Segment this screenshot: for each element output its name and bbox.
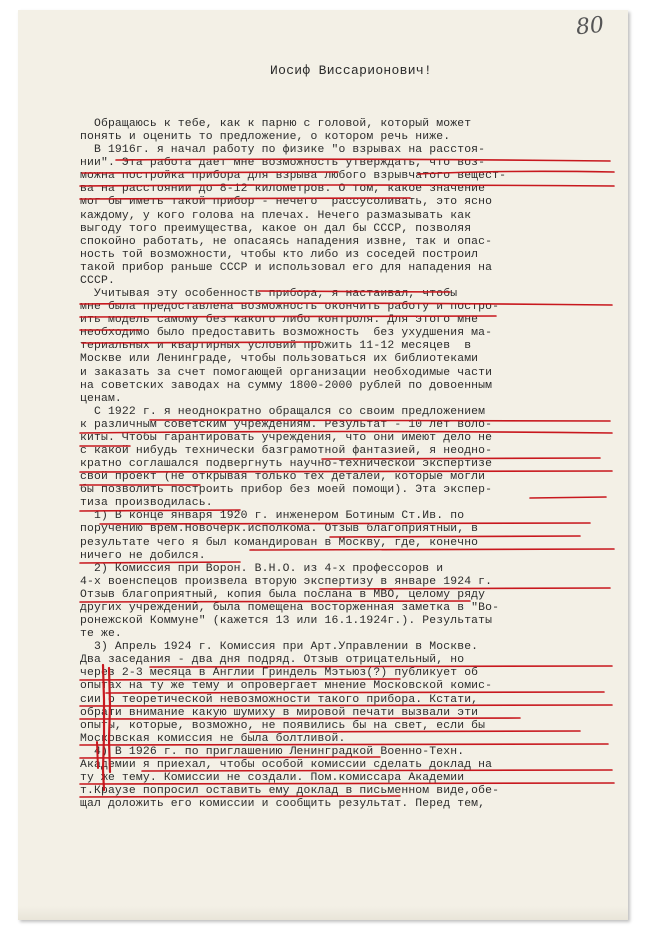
text-line: через 2-3 месяца в Англии Гриндель Мэтьюз(?) публикует об (80, 667, 479, 680)
text-line: т.Краузе попросил оставить ему доклад в письменном виде,обе- (80, 785, 500, 798)
red-underline (250, 731, 580, 732)
text-line: необходимо было предоставить возможность без ухудшения ма- (80, 327, 493, 340)
text-line: опытах на ту же тему и опровергает мнение Московской комис- (80, 680, 493, 693)
text-line: СССР. (80, 274, 115, 287)
text-line: сии о теоретической невозможности такого прибора. Кстати, (80, 693, 479, 706)
text-line: выгоду того преимущества, какое он дал бы СССР, позволяя (80, 222, 472, 235)
text-line: В 1916г. я начал работу по физике "о взрывах на расстоя- (80, 144, 486, 157)
text-line: поручению врем.Новочерк.исполкома. Отзыв благоприятный, в (80, 523, 479, 536)
red-underline (250, 549, 614, 550)
text-line: ность той возможности, чтобы кто либо из соседей построил (80, 248, 479, 261)
salutation: Иосиф Виссарионович! (270, 63, 433, 78)
red-underline (322, 458, 600, 459)
red-underline (80, 198, 410, 199)
margin-mark (109, 668, 110, 772)
text-line: 4) В 1926 г. по приглашению Ленинградкой Военно-Техн. (80, 745, 465, 758)
text-line: Обращаюсь к тебе, как к парню с головой, который может (80, 118, 472, 130)
red-underline (80, 303, 612, 305)
text-line: 4-х военспецов произвела вторую экспертизу в январе 1924 г. (80, 575, 493, 588)
red-underline (100, 523, 590, 524)
text-line: териальных и квартирных условий прожить 11-12 месяцев в (80, 340, 472, 353)
red-underline (80, 510, 240, 511)
text-line: понять и оценить то предложение, о котором речь ниже. (80, 131, 451, 144)
text-line: к различным советским учреждениям. Результат - 10 лет воло- (80, 418, 493, 431)
red-underline (80, 471, 612, 472)
text-line: мог бы иметь такой прибор - нечего рассусоливать, это ясно (80, 196, 493, 209)
red-underline (80, 796, 400, 797)
red-underline (80, 316, 496, 317)
text-line: ить модель самому без какого либо контроля. Для этого мне (80, 314, 479, 327)
red-underline (418, 171, 614, 174)
red-underline (80, 679, 400, 680)
text-line: свой проект (не открывая только тех деталей, которые могли (80, 471, 486, 484)
text-line: нии". Эта работа дает мне возможность утверждать, что воз- (80, 157, 486, 170)
text-line: можна постройка прибора для взрыва любого взрывчатого вещест- (80, 170, 507, 183)
text-line: бы позволить построить прибор без моей помощи). Эта экспер- (80, 484, 493, 497)
red-underline (258, 291, 450, 292)
text-line: те же. (80, 628, 122, 641)
red-underline (320, 588, 610, 589)
red-underline (330, 536, 580, 537)
text-line: опыты, которые, возможно, не появились бы на свет, если бы (80, 719, 486, 732)
text-line: ва на расстоянии до 8-12 километров. О том, какое значение (80, 183, 486, 196)
text-line: спокойно работать, не опасаясь нападения извне, так и опас- (80, 235, 493, 248)
red-underline (116, 159, 610, 161)
red-underline (80, 718, 520, 719)
red-underline (106, 692, 604, 693)
text-line: Академии я приехал, чтобы особой комиссии сделать доклад на (80, 758, 493, 771)
text-line: щал доложить его комиссии и сообщить результат. Перед тем, (80, 798, 486, 811)
text-line: кратно соглашался подвергнуть научно-технической экспертизе (80, 458, 493, 471)
text-line: результате чего я был командирован в Москву, где, конечно (80, 536, 479, 549)
red-underline (80, 757, 380, 758)
red-underline (142, 770, 612, 771)
red-underline (80, 601, 470, 602)
text-line: мне была предоставлена возможность окончить работу и постро- (80, 301, 500, 314)
red-underline (80, 185, 614, 186)
text-line: тиза производилась. (80, 497, 213, 510)
text-line: Учитывая эту особенность прибора, я настаивал, чтобы (80, 288, 458, 301)
text-line: такой прибор раньше СССР и использовал его для нападения на (80, 261, 493, 274)
margin-mark (97, 742, 98, 768)
page-number: 80 (574, 12, 606, 41)
red-underline (530, 497, 606, 498)
red-underline (80, 432, 612, 434)
text-line: Два заседания - два дня подряд. Отзыв отрицательный, но (80, 654, 465, 667)
text-line: С 1922 г. я неоднократно обращался со своим предложением (80, 405, 486, 418)
text-line: 1) В конце января 1920 г. инженером Ботиным Ст.Ив. по (80, 510, 465, 523)
margin-mark (103, 665, 104, 790)
text-line: на советских заводах на сумму 1800-2000 рублей по довоенным (80, 379, 493, 392)
red-underline (80, 705, 612, 706)
red-underline (80, 783, 614, 784)
red-underline (150, 420, 610, 421)
text-line: других учреждений, была помещена восторженная заметка в "Во- (80, 601, 500, 614)
text-line: Московская комиссия не была болтливой. (80, 732, 346, 745)
text-line: киты. Чтобы гарантировать учреждения, что они имеют дело не (80, 431, 493, 444)
text-line: и заказать за счет помогающей организации необходимые части (80, 366, 493, 379)
text-line: ничего не добился. (80, 549, 206, 562)
red-underline (82, 342, 320, 343)
text-line: обрати внимание какую шумиху в мировой печати вызвали эти (80, 706, 479, 719)
red-underline (80, 562, 240, 563)
red-underline (150, 666, 612, 667)
text-line: ценам. (80, 392, 122, 405)
red-underline (82, 172, 338, 173)
text-line: с какой нибудь технически базграмотной фантазией, я неодно- (80, 445, 493, 457)
text-line: ту же тему. Комиссии не создали. Пом.комиссара Академии (80, 772, 465, 784)
text-line: 2) Комиссия при Ворон. В.Н.О. из 4-х профессоров и (80, 562, 444, 575)
text-line: каждому, у кого голова на плечах. Нечего размазывать как (80, 209, 472, 222)
text-line: Москве или Ленинграде, чтобы пользоваться их библиотеками (80, 353, 479, 366)
text-line: Отзыв благоприятный, копия была послана в МВО, целому ряду (80, 588, 486, 601)
text-line: ронежской Коммуне" (кажется 13 или 16.1.1924г.). Результаты (80, 615, 493, 628)
red-underline (80, 744, 608, 745)
text-line: 3) Апрель 1924 г. Комиссия при Арт.Управлении в Москве. (80, 641, 479, 654)
